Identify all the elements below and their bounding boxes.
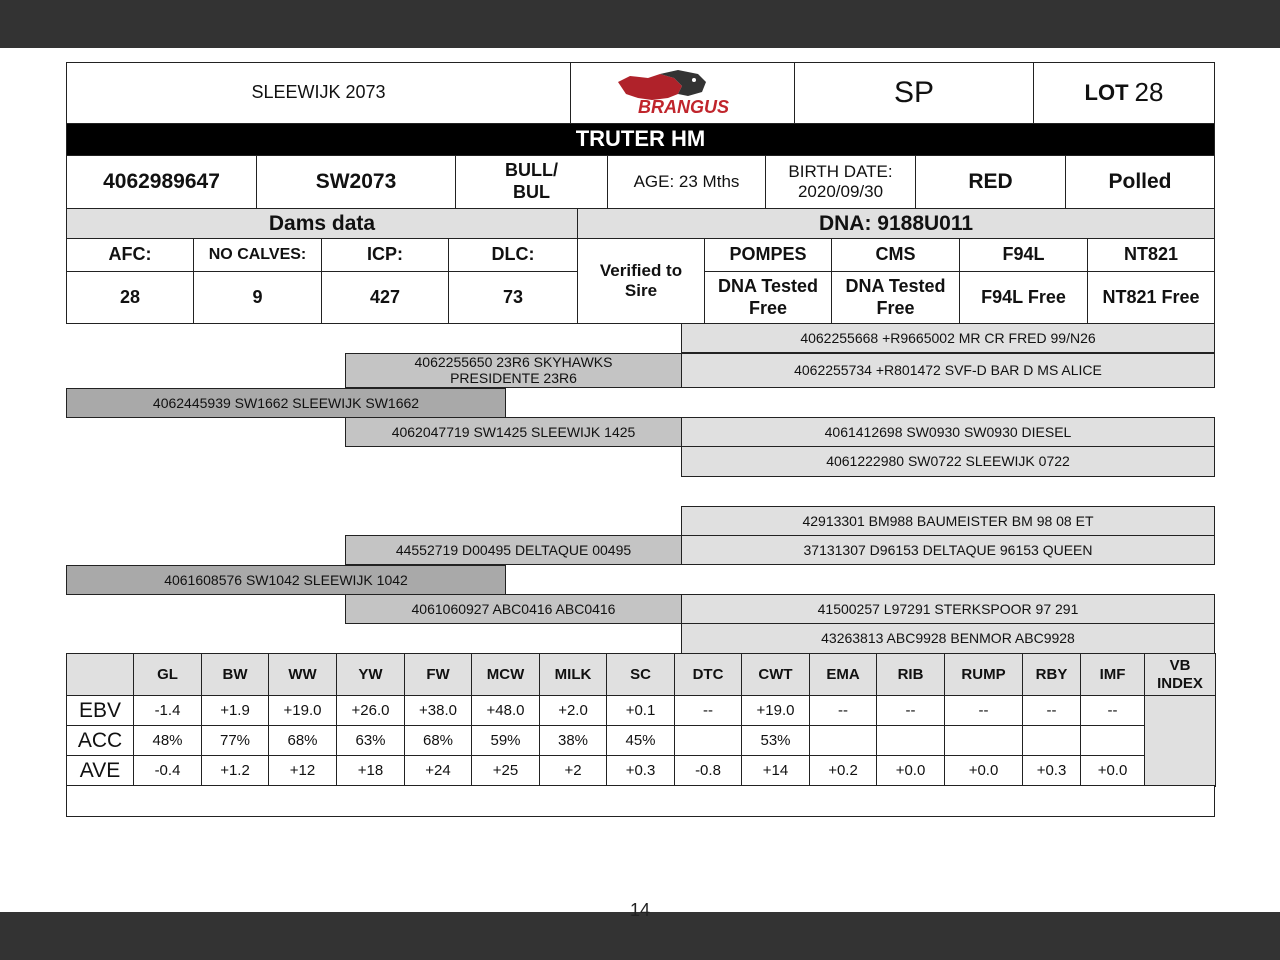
horn-status: Polled <box>1065 155 1215 209</box>
pedigree-sire-dam-dam: 4061222980 SW0722 SLEEWIJK 0722 <box>681 446 1215 477</box>
dams-header-dlc: DLC: <box>448 238 578 272</box>
ebv-cell-ebv-fw: +38.0 <box>404 695 472 726</box>
ebv-header-gl: GL <box>133 653 202 696</box>
animal-id: 4062989647 <box>66 155 257 209</box>
ebv-cell-acc-ww: 68% <box>268 725 337 756</box>
ebv-header-mcw: MCW <box>471 653 540 696</box>
ebv-cell-ebv-dtc: -- <box>674 695 742 726</box>
ebv-header-imf: IMF <box>1080 653 1145 696</box>
animal-age: AGE: 23 Mths <box>607 155 766 209</box>
ebv-cell-ebv-gl: -1.4 <box>133 695 202 726</box>
pedigree-dam-dam: 4061060927 ABC0416 ABC0416 <box>345 594 682 624</box>
animal-tag: SW2073 <box>256 155 456 209</box>
ebv-cell-acc-rib <box>876 725 945 756</box>
page-number: 14 <box>629 900 651 920</box>
pedigree-dam-sire-sire: 42913301 BM988 BAUMEISTER BM 98 08 ET <box>681 506 1215 536</box>
animal-name: SLEEWIJK 2073 <box>66 62 571 124</box>
dna-header-f94l: F94L <box>959 238 1088 272</box>
ebv-row-label-ebv: EBV <box>66 695 134 726</box>
brangus-logo <box>570 62 795 124</box>
ebv-row-label-acc: ACC <box>66 725 134 756</box>
ebv-cell-acc-cwt: 53% <box>741 725 810 756</box>
breeder-name: TRUTER HM <box>66 123 1215 156</box>
ebv-cell-ave-dtc: -0.8 <box>674 755 742 787</box>
ebv-header-dtc: DTC <box>674 653 742 696</box>
ebv-cell-acc-rump <box>944 725 1023 756</box>
ebv-cell-ebv-ww: +19.0 <box>268 695 337 726</box>
ebv-cell-ebv-rump: -- <box>944 695 1023 726</box>
ebv-cell-ave-imf: +0.0 <box>1080 755 1145 787</box>
ebv-cell-ebv-mcw: +48.0 <box>471 695 540 726</box>
ebv-header-ww: WW <box>268 653 337 696</box>
ebv-cell-ave-sc: +0.3 <box>606 755 675 787</box>
dams-data-title: Dams data <box>66 208 578 239</box>
ebv-cell-ave-gl: -0.4 <box>133 755 202 787</box>
birth-date: BIRTH DATE: 2020/09/30 <box>765 155 916 209</box>
lot-number: 28 <box>1134 77 1164 108</box>
ebv-cell-ebv-rib: -- <box>876 695 945 726</box>
ebv-header-rump: RUMP <box>944 653 1023 696</box>
ebv-cell-acc-bw: 77% <box>201 725 269 756</box>
ebv-cell-ebv-rby: -- <box>1022 695 1081 726</box>
ebv-cell-acc-yw: 63% <box>336 725 405 756</box>
pedigree-dam-dam-dam: 43263813 ABC9928 BENMOR ABC9928 <box>681 623 1215 654</box>
ebv-row-label-ave: AVE <box>66 755 134 787</box>
ebv-cell-ebv-bw: +1.9 <box>201 695 269 726</box>
dna-value-nt821: NT821 Free <box>1087 271 1215 324</box>
dna-header-cms: CMS <box>831 238 960 272</box>
dna-header-nt821: NT821 <box>1087 238 1215 272</box>
ebv-cell-ave-yw: +18 <box>336 755 405 787</box>
animal-color: RED <box>915 155 1066 209</box>
dams-header-calves: NO CALVES: <box>193 238 322 272</box>
animal-sex: BULL/ BUL <box>455 155 608 209</box>
dams-value-calves: 9 <box>193 271 322 324</box>
dams-header-icp: ICP: <box>321 238 449 272</box>
ebv-header-vb-index: VB INDEX <box>1144 653 1216 696</box>
dna-value-cms: DNA Tested Free <box>831 271 960 324</box>
dams-value-icp: 427 <box>321 271 449 324</box>
ebv-cell-acc-sc: 45% <box>606 725 675 756</box>
ebv-cell-ebv-yw: +26.0 <box>336 695 405 726</box>
ebv-cell-ave-bw: +1.2 <box>201 755 269 787</box>
ebv-cell-ave-rib: +0.0 <box>876 755 945 787</box>
ebv-cell-acc-mcw: 59% <box>471 725 540 756</box>
ebv-header-milk: MILK <box>539 653 607 696</box>
dna-value-pompes: DNA Tested Free <box>704 271 832 324</box>
ebv-cell-ave-mcw: +25 <box>471 755 540 787</box>
bull-logo-icon <box>608 68 758 118</box>
dna-header-pompes: POMPES <box>704 238 832 272</box>
dna-value-f94l: F94L Free <box>959 271 1088 324</box>
dna-title: DNA: 9188U011 <box>577 208 1215 239</box>
ebv-cell-acc-ema <box>809 725 877 756</box>
pedigree-sire-sire-sire: 4062255668 +R9665002 MR CR FRED 99/N26 <box>681 323 1215 353</box>
dams-header-afc: AFC: <box>66 238 194 272</box>
brand-text: BRANGUS <box>637 97 729 117</box>
ebv-header-rby: RBY <box>1022 653 1081 696</box>
ebv-cell-acc-dtc <box>674 725 742 756</box>
ebv-cell-ebv-cwt: +19.0 <box>741 695 810 726</box>
ebv-header-ema: EMA <box>809 653 877 696</box>
top-bar <box>0 0 1280 48</box>
ebv-cell-ave-fw: +24 <box>404 755 472 787</box>
dams-value-dlc: 73 <box>448 271 578 324</box>
ebv-cell-ebv-milk: +2.0 <box>539 695 607 726</box>
dams-value-afc: 28 <box>66 271 194 324</box>
pedigree-sire: 4062445939 SW1662 SLEEWIJK SW1662 <box>66 388 506 418</box>
ebv-header-rib: RIB <box>876 653 945 696</box>
ebv-cell-acc-imf <box>1080 725 1145 756</box>
ebv-vb-index-value <box>1144 695 1216 787</box>
pedigree-dam-sire: 44552719 D00495 DELTAQUE 00495 <box>345 535 682 565</box>
ebv-header-fw: FW <box>404 653 472 696</box>
verified-to-sire: Verified to Sire <box>577 238 705 324</box>
lot-cell <box>1033 62 1215 124</box>
ebv-cell-ave-cwt: +14 <box>741 755 810 787</box>
ebv-cell-ave-milk: +2 <box>539 755 607 787</box>
notes-row <box>66 785 1215 817</box>
pedigree-sire-dam-sire: 4061412698 SW0930 SW0930 DIESEL <box>681 417 1215 447</box>
pedigree-sire-sire: 4062255650 23R6 SKYHAWKS PRESIDENTE 23R6 <box>345 353 682 388</box>
ebv-cell-ave-ww: +12 <box>268 755 337 787</box>
ebv-header-corner <box>66 653 134 696</box>
ebv-cell-acc-milk: 38% <box>539 725 607 756</box>
pedigree-sire-dam: 4062047719 SW1425 SLEEWIJK 1425 <box>345 417 682 447</box>
ebv-cell-ebv-ema: -- <box>809 695 877 726</box>
ebv-cell-ave-rby: +0.3 <box>1022 755 1081 787</box>
pedigree-dam-sire-dam: 37131307 D96153 DELTAQUE 96153 QUEEN <box>681 535 1215 565</box>
ebv-cell-acc-rby <box>1022 725 1081 756</box>
ebv-cell-acc-fw: 68% <box>404 725 472 756</box>
lot-label: LOT <box>1084 79 1129 105</box>
ebv-header-bw: BW <box>201 653 269 696</box>
ebv-header-sc: SC <box>606 653 675 696</box>
ebv-cell-ebv-sc: +0.1 <box>606 695 675 726</box>
ebv-cell-ave-ema: +0.2 <box>809 755 877 787</box>
code-cell: SP <box>794 62 1034 124</box>
pedigree-sire-sire-dam: 4062255734 +R801472 SVF-D BAR D MS ALICE <box>681 353 1215 388</box>
ebv-cell-ebv-imf: -- <box>1080 695 1145 726</box>
pedigree-dam: 4061608576 SW1042 SLEEWIJK 1042 <box>66 565 506 595</box>
pedigree-dam-dam-sire: 41500257 L97291 STERKSPOOR 97 291 <box>681 594 1215 624</box>
ebv-cell-acc-gl: 48% <box>133 725 202 756</box>
ebv-header-cwt: CWT <box>741 653 810 696</box>
ebv-header-yw: YW <box>336 653 405 696</box>
ebv-cell-ave-rump: +0.0 <box>944 755 1023 787</box>
